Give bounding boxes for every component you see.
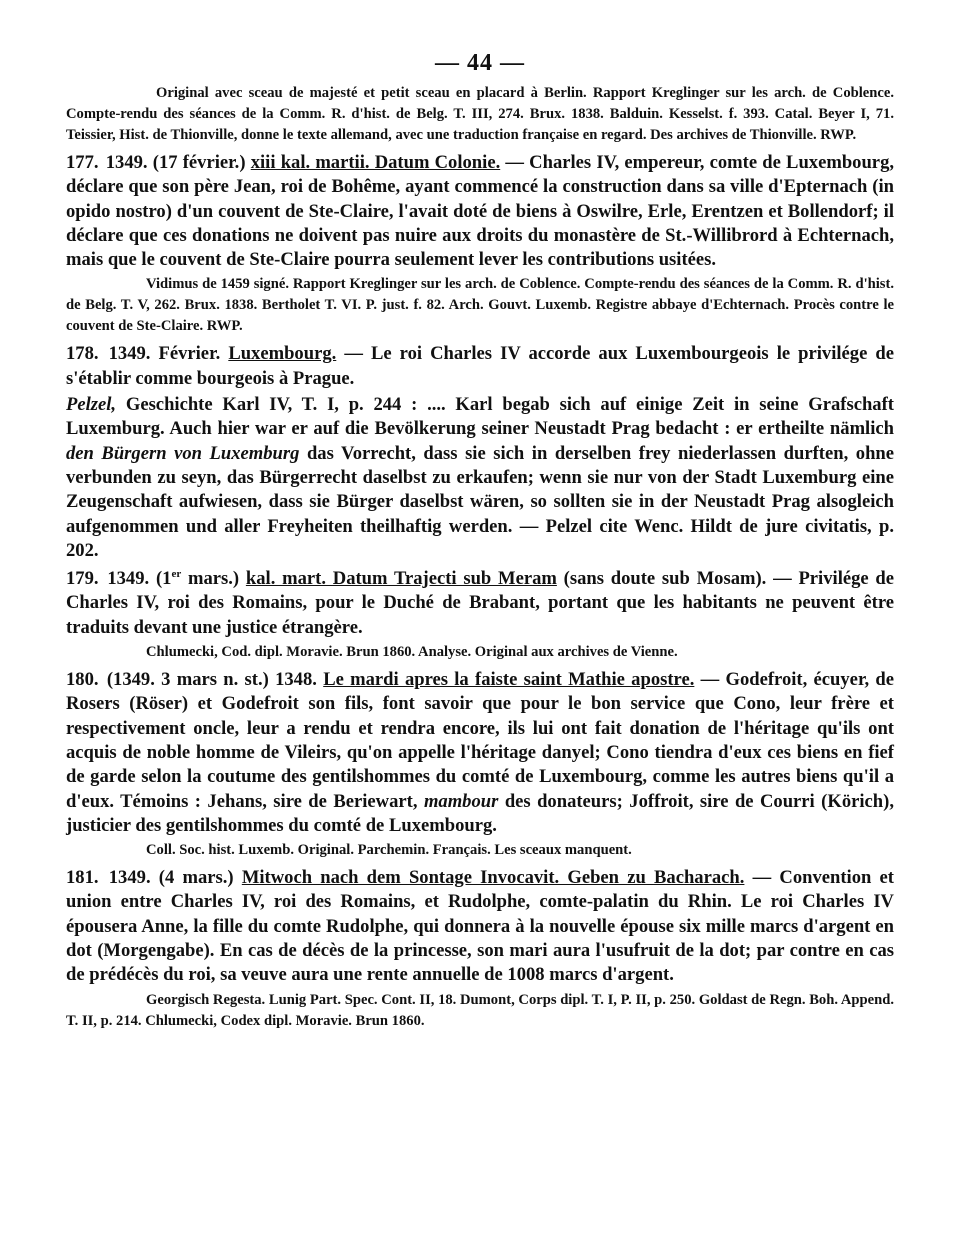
entry-number: 178. (66, 343, 99, 365)
entry-178 (66, 342, 894, 391)
entry-date: 3 mars n. st.) (161, 669, 269, 691)
entry-act-date: Luxembourg. (228, 343, 337, 365)
entry-act-date: Le mardi apres la faiste saint Mathie apostre. (323, 669, 695, 691)
entry-date: (4 mars.) (158, 867, 234, 889)
entry-number: 179. (66, 568, 99, 590)
entry-date: (17 février.) (152, 152, 246, 173)
entry-year-2: 1348. (275, 669, 317, 691)
entry-number: 177. (66, 152, 99, 173)
entry-181 (66, 866, 894, 987)
cite-author: Pelzel, (66, 394, 117, 416)
entry-year: 1349. (108, 343, 151, 365)
entry-year: 1349. (107, 568, 150, 590)
entry-text: (sans doute sub Mosam). — Privilége de Charles IV, roi des Romains, pour le Duché de Brabant, portant que les habitants ne peuvent être traduits devant une justice étrangère. (66, 568, 895, 638)
entry-text: — Le roi Charles IV accorde aux Luxembourgeois le privilége de s'établir comme bourgeois à Prague. (66, 343, 894, 389)
entry-note: Chlumecki, Cod. dipl. Moravie. Brun 1860. Analyse. Original aux archives de Vienne. (146, 644, 678, 661)
entry-year: 1349. (105, 152, 148, 173)
entry-date-post: mars.) (181, 568, 240, 590)
entry-number: 180. (66, 669, 99, 691)
entry-text-end: des donateurs; Joffroit, sire de Courri (Körich), justicier des gentilshommes du comté de Luxembourg. (66, 790, 894, 836)
entry-text-italic: mambour (423, 790, 499, 812)
entry-177 (66, 151, 894, 272)
entry-179 (66, 567, 894, 640)
entry-number: 181. (66, 867, 99, 889)
cite-text-start: Geschichte Karl IV, T. I, p. 244 : .... Karl begab sich auf einige Zeit in seine Grafschaft Luxemburg. Auch hier war er auf die Bevölkerung seiner Neustadt Prag bedacht : er ertheilte nämlich (66, 394, 894, 440)
entry-note: Georgisch Regesta. Lunig Part. Spec. Cont. II, 18. Dumont, Corps dipl. T. I, P. II, p. 250. Goldast de Regn. Boh. Append. T. II, p. 214. Chlumecki, Codex dipl. Moravie. Brun 1860. (66, 991, 894, 1029)
entry-act-date: kal. mart. Datum Trajecti sub Meram (245, 568, 557, 590)
intro-note: Original avec sceau de majesté et petit sceau en placard à Berlin. Rapport Kreglinger sur les arch. de Coblence. Compte-rendu des séances de la Comm. R. d'hist. de Belg. T. III, 274. Brux. 1838. Balduin. Kesselst. f. 393. Catal. Beyer I, 71. Teissier, Hist. de Thionville, donne le texte allemand, avec une traduction française en regard. Des archives de Thionville. RWP. (66, 85, 894, 143)
cite-text-end: das Vorrecht, dass sie sich in derselben frey niederlassen durften, ohne verbunden zu seyn, das Bürgerrecht daselbst zu erkaufen; wenn sie nur von der Stadt Luxemburg eine Zeugenschaft aufwiesen, dass sie Bürger daselbst wären, so sollten sie in der Neustadt Prag alsogleich aufgenommen und aller Freyheiten theilhaftig werden. — Pelzel cite Wenc. Hildt de jure civitatis, p. 202. (66, 442, 895, 561)
german-citation (66, 393, 894, 563)
entry-note: Vidimus de 1459 signé. Rapport Kreglinger sur les arch. de Coblence. Compte-rendu des séances de la Comm. R. d'hist. de Belg. T. V, 262. Brux. 1838. Bertholet T. VI. P. just. f. 82. Arch. Gouvt. Luxemb. Registre abbaye d'Echternach. Procès contre le couvent de Ste-Claire. RWP. (66, 276, 894, 335)
entry-act-date: xiii kal. martii. Datum Colonie. (250, 152, 501, 173)
entry-act-date: Mitwoch nach dem Sontage Invocavit. Geben zu Bacharach. (241, 867, 745, 889)
entry-date: Février. (158, 343, 221, 365)
entry-date-sup: er (171, 567, 182, 580)
entry-year: 1349. (108, 867, 151, 889)
entry-date-pre: (1 (155, 568, 172, 590)
entry-note: Coll. Soc. hist. Luxemb. Original. Parchemin. Français. Les sceaux manquent. (146, 842, 632, 859)
page-number: — 44 — (435, 50, 525, 76)
document-page (66, 50, 894, 1037)
entry-text-start: — Godefroit, écuyer, de Rosers (Röser) et Godefroit son fils, font savoir que pour le bon service que Cono, leur frère et respectivement oncle, leur a rendu et rendra encore, ils lui ont fait donation de l'héritage qu'ils ont acquis de noble homme de Vileirs, qu'on appelle l'héritage danyel; Cono tiendra d'eux ces biens en fief de garde selon la coutume des gentilshommes du comté de Luxembourg, comme les autres biens qu'il a d'eux. Témoins : Jehans, sire de Beriewart, (66, 669, 894, 812)
entry-180 (66, 668, 894, 838)
entry-text: — Convention et union entre Charles IV, roi des Romains, et Rudolphe, comte-palatin du Rhin. Le roi Charles IV épousera Anne, la fille du comte Rudolphe, qui donnera à la nouvelle épouse six mille marcs d'argent en dot (Morgengabe). En cas de décès de la princesse, son mari aura l'usufruit de la dot; par contre en cas de prédécès du roi, sa veuve aura une rente annuelle de 1008 marcs d'argent. (66, 867, 894, 986)
entry-text: — Charles IV, empereur, comte de Luxembourg, déclare que son père Jean, roi de Bohême, ayant commencé la construction dans sa ville d'Epternach (in opido nostro) d'un couvent de Ste-Claire, l'avait doté de biens à Oswilre, Erle, Erentzen et Bollendorf; il déclare que ces donations ne doivent pas nuire aux droits du monastère de St.-Willibrord à Echternach, mais que le couvent de Ste-Claire pourra seulement lever les contributions usitées. (66, 152, 895, 271)
entry-year: (1349. (106, 669, 155, 691)
cite-text-italic: den Bürgern von Luxemburg (66, 442, 300, 464)
